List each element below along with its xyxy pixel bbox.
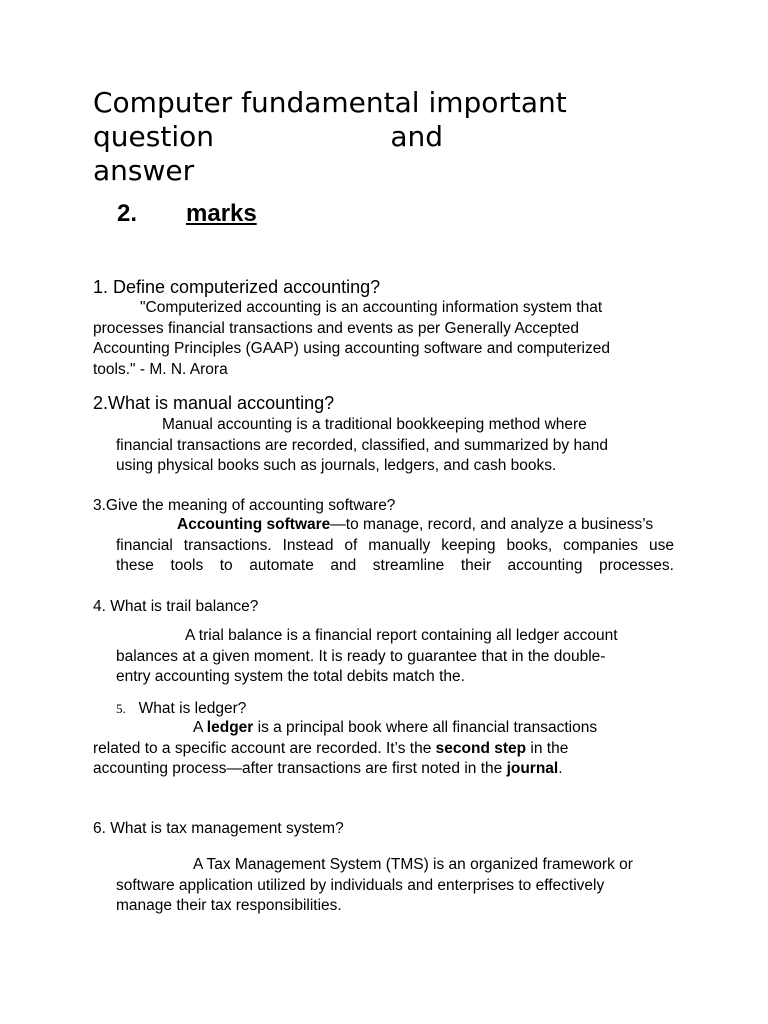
answer-5-term-ledger: ledger (206, 719, 254, 736)
title-line-3: answer (93, 154, 195, 187)
answer-1-line-3: Accounting Principles (GAAP) using accounting software and computerized (93, 340, 610, 358)
answer-4-line-3: entry accounting system the total debits match the. (116, 668, 465, 686)
answer-4-line-2: balances at a given moment. It is ready to guarantee that in the double- (116, 647, 606, 665)
document-title (93, 86, 567, 188)
answer-3-line-1-rest: —to manage, record, and analyze a business’s (330, 516, 654, 533)
answer-4-line-1: A trial balance is a financial report containing all ledger account (185, 627, 618, 644)
answer-5-line-2-a: related to a specific account are recorded. It’s the (93, 739, 436, 757)
answer-4 (116, 626, 676, 688)
answer-3-line-3: these tools to automate and streamline their accounting processes. (116, 557, 674, 575)
question-4: 4. What is trail balance? (93, 598, 259, 615)
answer-5-line-2 (93, 739, 693, 760)
answer-5-line-3-c: . (558, 760, 563, 778)
answer-1-line-4: tools." - M. N. Arora (93, 361, 228, 379)
answer-6-line-2: software application utilized by individuals and enterprises to effectively (116, 876, 605, 894)
question-5-number: 5. (116, 701, 126, 716)
answer-5-line-1 (93, 718, 693, 739)
answer-2-line-1: Manual accounting is a traditional bookkeeping method where (162, 416, 587, 433)
answer-2-line-3: using physical books such as journals, ledgers, and cash books. (116, 457, 557, 475)
answer-6 (116, 855, 686, 917)
answer-1-line-1: "Computerized accounting is an accounting information system that (140, 299, 603, 316)
question-5-text: What is ledger? (138, 700, 247, 717)
answer-1 (93, 298, 673, 381)
answer-5-line-3-a: accounting process—after transactions are first noted in the (93, 760, 507, 778)
answer-3-line-2: financial transactions. Instead of manually keeping books, companies use (116, 536, 674, 554)
answer-3-bold-term: Accounting software (177, 516, 331, 533)
title-line-2 (93, 120, 443, 154)
question-6: 6. What is tax management system? (93, 820, 344, 837)
answer-2-line-2: financial transactions are recorded, classified, and summarized by hand (116, 436, 608, 454)
question-5 (116, 698, 246, 719)
answer-2 (116, 415, 676, 477)
answer-6-line-1: A Tax Management System (TMS) is an organized framework or (193, 856, 633, 873)
question-1: 1. Define computerized accounting? (93, 277, 381, 297)
answer-3-line-1 (116, 515, 674, 536)
marks-number: 2. (117, 200, 138, 227)
question-2: 2.What is manual accounting? (93, 393, 335, 413)
marks-word: marks (186, 200, 257, 227)
title-word-and: and (390, 120, 443, 153)
answer-3 (116, 515, 674, 577)
answer-5-term-journal: journal (506, 760, 559, 778)
title-word-question: question (93, 120, 214, 153)
answer-1-line-2: processes financial transactions and events as per Generally Accepted (93, 319, 579, 337)
answer-5-line-3 (93, 759, 693, 780)
answer-5-term-second-step: second step (435, 739, 527, 757)
answer-6-line-3: manage their tax responsibilities. (116, 897, 342, 915)
answer-5-line-2-c: in the (526, 739, 569, 757)
answer-5-line-1-c: is a principal book where all financial transactions (253, 719, 598, 736)
question-3: 3.Give the meaning of accounting software? (93, 497, 396, 514)
answer-5-line-1-a: A (193, 719, 207, 736)
answer-5 (93, 718, 693, 780)
title-line-1: Computer fundamental important (93, 86, 567, 119)
marks-heading (117, 200, 257, 228)
